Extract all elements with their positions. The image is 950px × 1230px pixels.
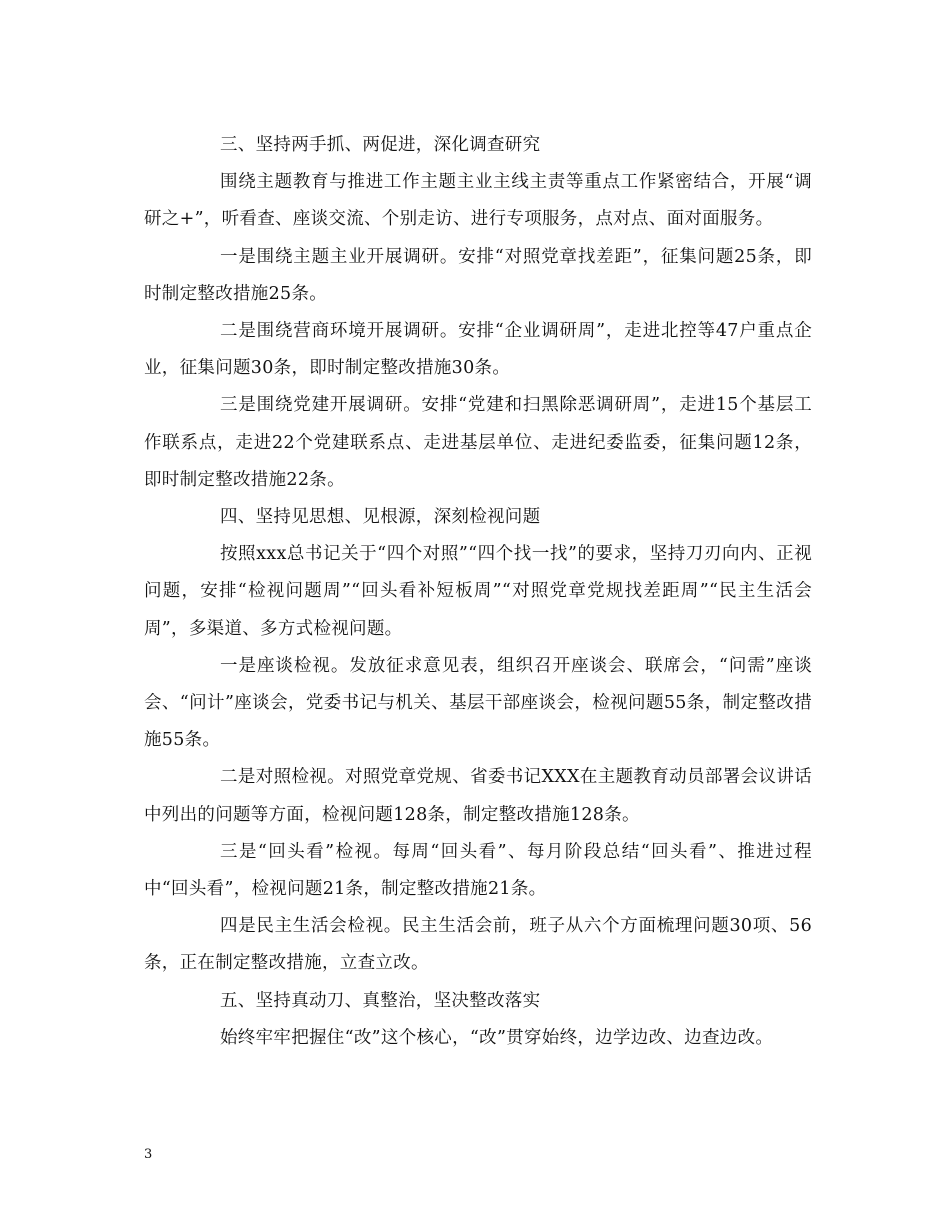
page-number: 3	[144, 1147, 153, 1162]
body-paragraph: 始终牢牢把握住“改”这个核心，“改”贯穿始终，边学边改、边查边改。	[220, 1027, 774, 1048]
section-heading-5: 五、坚持真动刀、真整治，坚决整改落实	[220, 990, 541, 1011]
section-heading-4: 四、坚持见思想、见根源，深刻检视问题	[220, 507, 541, 528]
document-body	[144, 127, 812, 1057]
body-paragraph: 三是围绕党建开展调研。安排“党建和扫黑除恶调研周”，走进15个基层工作联系点，走进22个党建联系点、走进基层单位、走进纪委监委，征集问题12条，即时制定整改措施22条。	[144, 395, 812, 490]
body-paragraph: 一是围绕主题主业开展调研。安排“对照党章找差距”，征集问题25条，即时制定整改措施25条。	[144, 246, 812, 304]
body-paragraph: 三是“回头看”检视。每周“回头看”、每月阶段总结“回头看”、推进过程中“回头看”，检视问题21条，制定整改措施21条。	[144, 841, 812, 900]
section-heading-3: 三、坚持两手抓、两促进，深化调查研究	[220, 135, 541, 155]
body-paragraph: 二是围绕营商环境开展调研。安排“企业调研周”，走进北控等47户重点企业，征集问题30条，即时制定整改措施30条。	[144, 321, 812, 379]
body-paragraph: 一是座谈检视。发放征求意见表，组织召开座谈会、联席会，“问需”座谈会、“问计”座谈会，党委书记与机关、基层干部座谈会，检视问题55条，制定整改措施55条。	[144, 655, 812, 751]
body-paragraph: 按照xxx总书记关于“四个对照”“四个找一找”的要求，坚持刀刃向内、正视问题，安排“检视问题周”“回头看补短板周”“对照党章党规找差距周”“民主生活会周”，多渠道、多方式检视问题。	[144, 544, 812, 639]
body-paragraph: 围绕主题教育与推进工作主题主业主线主责等重点工作紧密结合，开展“调研之+”，听看查、座谈交流、个别走访、进行专项服务，点对点、面对面服务。	[144, 172, 812, 230]
body-paragraph: 四是民主生活会检视。民主生活会前，班子从六个方面梳理问题30项、56条，正在制定整改措施，立查立改。	[144, 916, 812, 974]
body-paragraph: 二是对照检视。对照党章党规、省委书记XXX在主题教育动员部署会议讲话中列出的问题等方面，检视问题128条，制定整改措施128条。	[144, 767, 812, 825]
